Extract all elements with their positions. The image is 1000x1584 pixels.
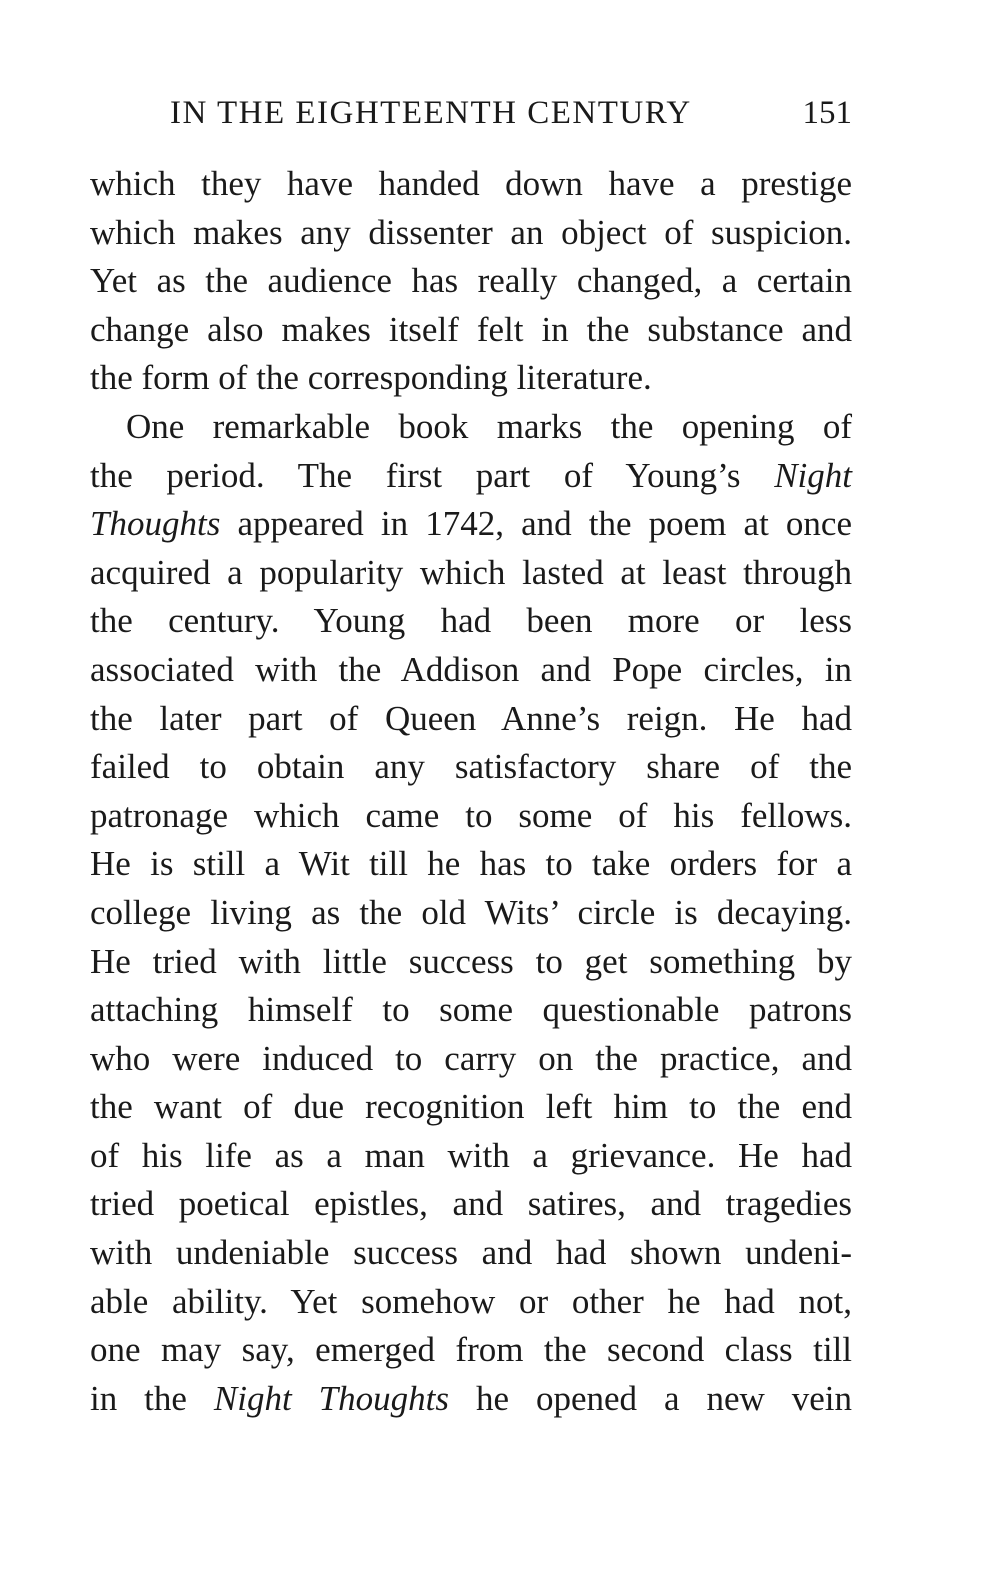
text-line: which makes any dissenter an object of suspicion. (90, 212, 852, 252)
text-line: which they have handed down have a prestige (90, 164, 852, 203)
italic-title: Night Thoughts (213, 1378, 449, 1418)
text-line: associated with the Addison and Pope circles, in (90, 649, 852, 689)
text-line: of his life as a man with a grievance. He had (90, 1135, 852, 1175)
text-line: the form of the corresponding literature. (90, 358, 652, 398)
running-head-title: IN THE EIGHTEENTH CENTURY (170, 95, 692, 131)
text-line: college living as the old Wits’ circle is decaying. (90, 892, 852, 932)
text-line: Thoughts appeared in 1742, and the poem at once (90, 504, 852, 544)
text-line: with undeniable success and had shown undeni- (90, 1233, 852, 1273)
text-line: He tried with little success to get something by (90, 941, 852, 981)
text-line: One remarkable book marks the opening of (126, 406, 852, 446)
text-line: one may say, emerged from the second class till (90, 1330, 852, 1370)
italic-title: Night (774, 455, 852, 495)
text-line: the want of due recognition left him to the end (90, 1087, 852, 1127)
italic-title: Thoughts (90, 504, 221, 544)
text-line: who were induced to carry on the practice, and (90, 1038, 852, 1078)
page-number: 151 (802, 95, 852, 131)
text-line: failed to obtain any satisfactory share of the (90, 747, 852, 787)
text-line: the later part of Queen Anne’s reign. He had (90, 698, 852, 738)
text-line: patronage which came to some of his fellows. (90, 795, 852, 835)
text-line: acquired a popularity which lasted at least through (90, 552, 852, 592)
text-line: the century. Young had been more or less (90, 601, 852, 641)
text-line: tried poetical epistles, and satires, and tragedies (90, 1184, 852, 1224)
text-line: able ability. Yet somehow or other he had not, (90, 1281, 852, 1321)
text-line: in the Night Thoughts he opened a new vein (90, 1378, 852, 1418)
text-line: the period. The first part of Young’s Night (90, 455, 852, 495)
text-line: attaching himself to some questionable patrons (90, 990, 852, 1030)
text-line: He is still a Wit till he has to take orders for a (90, 844, 852, 884)
body-text (90, 160, 852, 1423)
text-line: Yet as the audience has really changed, a certain (90, 261, 852, 301)
running-head (170, 88, 852, 138)
text-line: change also makes itself felt in the substance and (90, 309, 852, 349)
